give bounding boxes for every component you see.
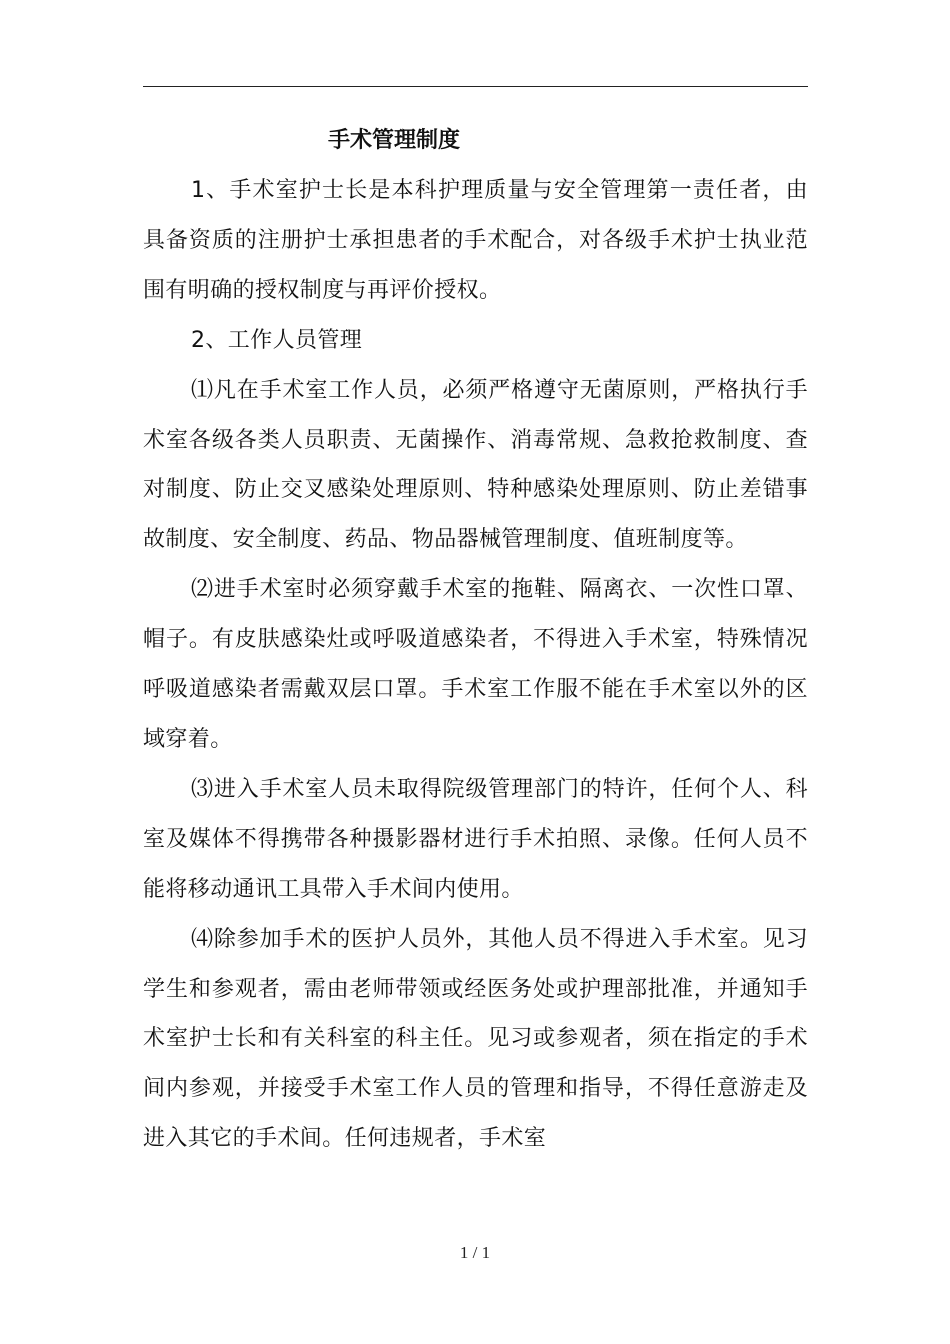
paragraph-2-heading: 2、工作人员管理 (191, 327, 363, 353)
paragraph-2-1: ⑴凡在手术室工作人员，必须严格遵守无菌原则，严格执行手术室各级各类人员职责、无菌操作、消毒常规、急救抢救制度、查对制度、防止交叉感染处理原则、特种感染处理原则、防止差错事故制度、安全制度、药品、物品器械管理制度、值班制度等。 (143, 377, 808, 553)
paragraph-2-2: ⑵进手术室时必须穿戴手术室的拖鞋、隔离衣、一次性口罩、帽子。有皮肤感染灶或呼吸道感染者，不得进入手术室，特殊情况呼吸道感染者需戴双层口罩。手术室工作服不能在手术室以外的区域穿着。 (143, 577, 808, 752)
header-rule (143, 86, 808, 87)
paragraph-1: 1、手术室护士长是本科护理质量与安全管理第一责任者，由具备资质的注册护士承担患者的手术配合，对各级手术护士执业范围有明确的授权制度与再评价授权。 (143, 178, 808, 303)
document-body (143, 166, 808, 1164)
document-title: 手术管理制度 (328, 128, 461, 153)
page-number: 1 / 1 (459, 1243, 491, 1262)
paragraph-2-3: ⑶进入手术室人员未取得院级管理部门的特许，任何个人、科室及媒体不得携带各种摄影器材进行手术拍照、录像。任何人员不能将移动通讯工具带入手术间内使用。 (143, 776, 808, 902)
paragraph-2-4: ⑷除参加手术的医护人员外，其他人员不得进入手术室。见习学生和参观者，需由老师带领或经医务处或护理部批准，并通知手术室护士长和有关科室的科主任。见习或参观者，须在指定的手术间内参观，并接受手术室工作人员的管理和指导，不得任意游走及进入其它的手术间。任何违规者，手术室 (143, 926, 808, 1152)
